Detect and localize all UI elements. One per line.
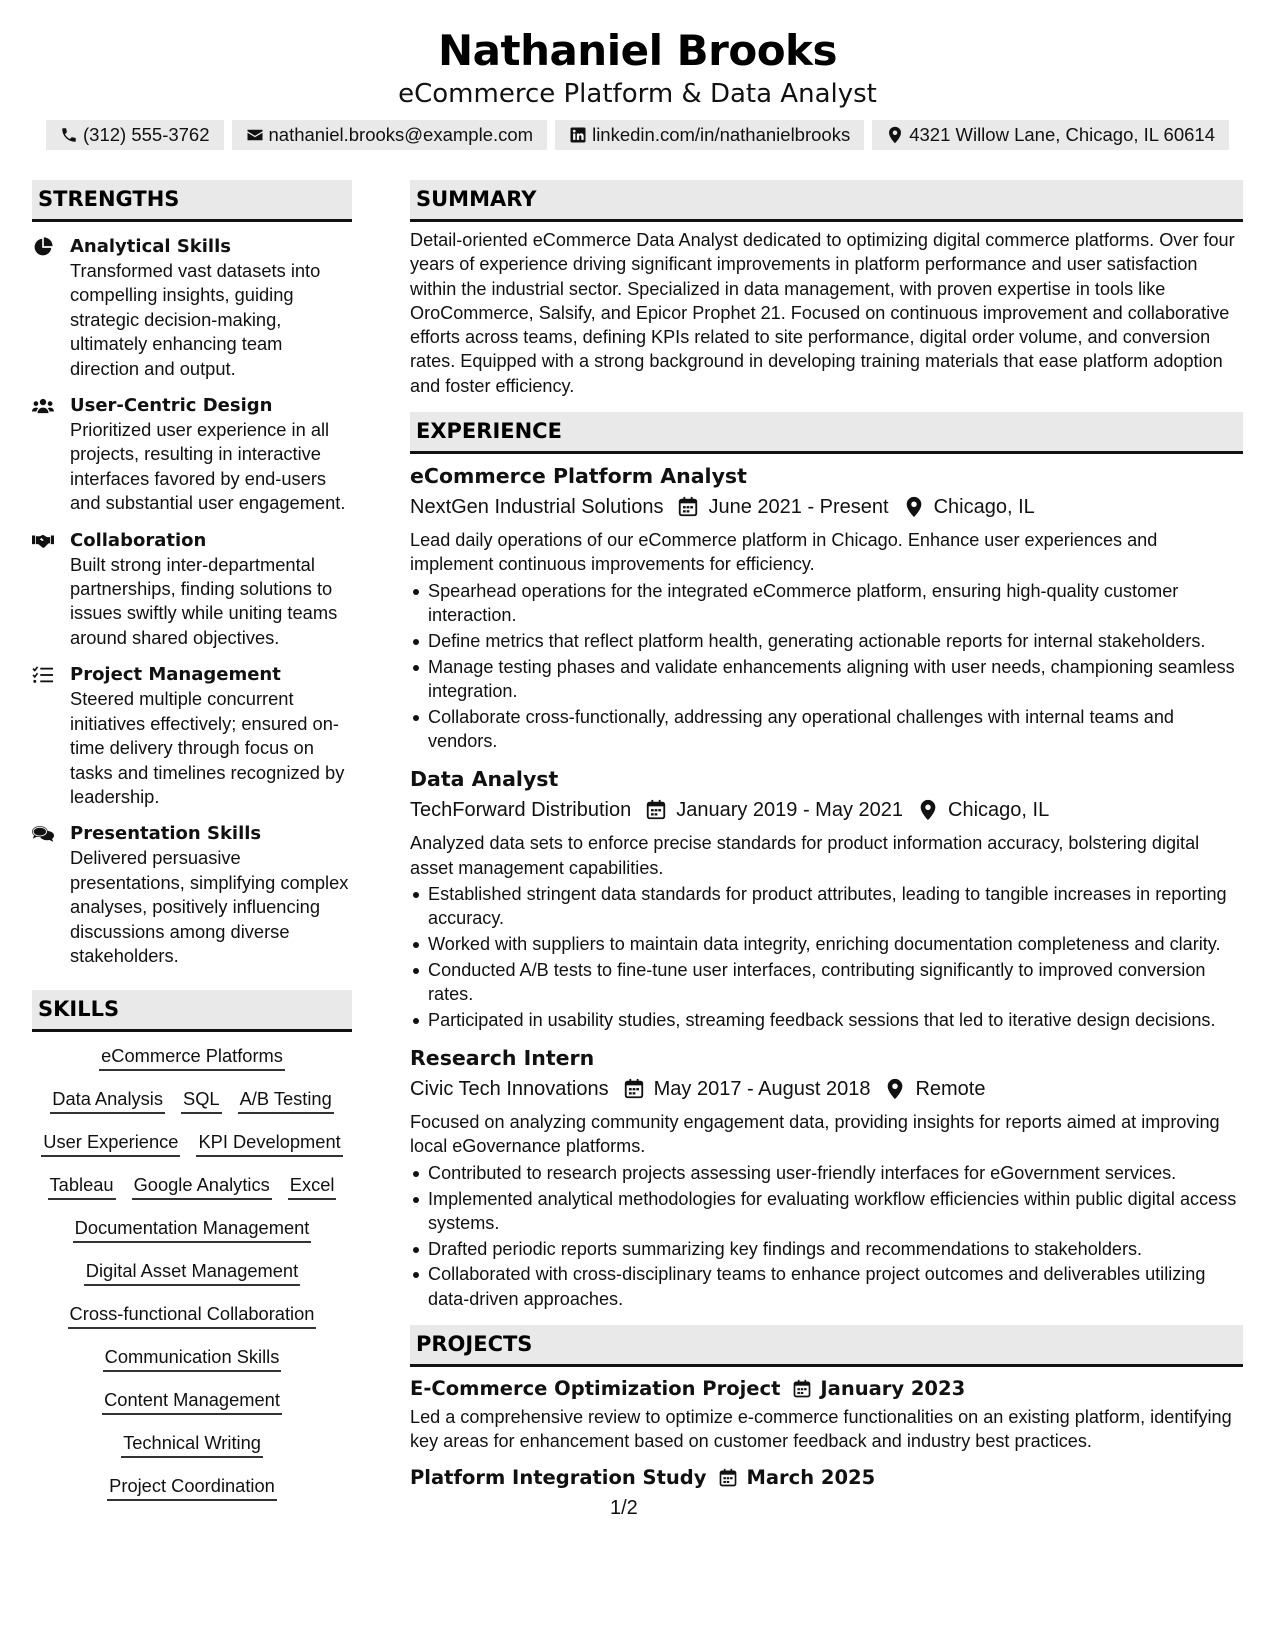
strength-title: Analytical Skills bbox=[70, 236, 231, 257]
contact-linkedin-text: linkedin.com/in/nathanielbrooks bbox=[592, 124, 851, 145]
projects-heading: PROJECTS bbox=[410, 1325, 1243, 1367]
resume-header bbox=[0, 0, 1275, 150]
job-location: Chicago, IL bbox=[948, 799, 1050, 822]
strength-description: Delivered persuasive presentations, simplifying complex analyses, positively influencing discussions among diverse stakeholders. bbox=[70, 847, 349, 966]
task-list-icon bbox=[32, 663, 70, 809]
job-dates: June 2021 - Present bbox=[708, 496, 889, 519]
skill-tag: Tableau bbox=[48, 1171, 116, 1200]
map-pin-icon bbox=[884, 1078, 906, 1100]
calendar-icon bbox=[718, 1468, 738, 1488]
job-bullet: Established stringent data standards for product attributes, leading to tangible increases in reporting accuracy. bbox=[410, 882, 1243, 931]
project-date: March 2025 bbox=[746, 1465, 876, 1489]
job-bullet: Conducted A/B tests to fine-tune user interfaces, contributing significantly to improved conversion rates. bbox=[410, 958, 1243, 1007]
skill-row bbox=[32, 1128, 352, 1157]
job-bullet: Worked with suppliers to maintain data integrity, enriching documentation completeness and clarity. bbox=[410, 932, 1243, 956]
skill-tag: A/B Testing bbox=[238, 1085, 334, 1114]
strength-item bbox=[32, 822, 352, 968]
summary-heading: SUMMARY bbox=[410, 180, 1243, 222]
job-description: Lead daily operations of our eCommerce platform in Chicago. Enhance user experiences and implement continuous improvements for efficiency. bbox=[410, 530, 1158, 575]
job-bullet: Collaborate cross-functionally, addressing any operational challenges with internal teams and vendors. bbox=[410, 705, 1243, 754]
skill-tag: eCommerce Platforms bbox=[99, 1042, 285, 1071]
job-bullet: Implemented analytical methodologies for evaluating workflow efficiencies within public digital access systems. bbox=[410, 1187, 1243, 1236]
skill-tag: Communication Skills bbox=[103, 1343, 282, 1372]
contact-bar bbox=[0, 120, 1275, 150]
calendar-icon bbox=[645, 799, 667, 821]
job-company: NextGen Industrial Solutions bbox=[410, 496, 664, 519]
calendar-icon bbox=[677, 496, 699, 518]
skill-row bbox=[32, 1085, 352, 1114]
calendar-icon bbox=[623, 1078, 645, 1100]
map-pin-icon bbox=[886, 126, 904, 144]
users-icon bbox=[32, 394, 70, 516]
job-title: eCommerce Platform Analyst bbox=[410, 464, 747, 489]
job-bullet: Contributed to research projects assessing user-friendly interfaces for eGovernment services. bbox=[410, 1161, 1243, 1185]
skill-row bbox=[32, 1386, 352, 1415]
job-bullet: Spearhead operations for the integrated eCommerce platform, ensuring high-quality customer interaction. bbox=[410, 579, 1243, 628]
left-column bbox=[32, 180, 352, 1515]
pie-chart-icon bbox=[32, 235, 70, 381]
job-bullet: Manage testing phases and validate enhancements aligning with user needs, championing seamless integration. bbox=[410, 655, 1243, 704]
contact-email[interactable] bbox=[232, 120, 548, 150]
linkedin-icon bbox=[569, 126, 587, 144]
job-title: Research Intern bbox=[410, 1046, 595, 1071]
job-bullets bbox=[410, 1161, 1243, 1311]
job-company: Civic Tech Innovations bbox=[410, 1078, 609, 1101]
right-column bbox=[410, 180, 1243, 1515]
experience-heading: EXPERIENCE bbox=[410, 412, 1243, 454]
strength-description: Steered multiple concurrent initiatives effectively; ensured on-time delivery through focus on tasks and timelines recognized by leadership. bbox=[70, 688, 345, 807]
contact-phone-text: (312) 555-3762 bbox=[83, 124, 210, 145]
skill-tag: Excel bbox=[288, 1171, 337, 1200]
job-entry bbox=[410, 765, 1243, 1032]
contact-linkedin[interactable] bbox=[555, 120, 864, 150]
strength-item bbox=[32, 235, 352, 381]
strength-item bbox=[32, 663, 352, 809]
job-location: Chicago, IL bbox=[933, 496, 1035, 519]
skill-row bbox=[32, 1343, 352, 1372]
strength-description: Prioritized user experience in all projects, resulting in interactive interfaces favored by end-users and substantial user engagement. bbox=[70, 419, 346, 514]
contact-phone[interactable] bbox=[46, 120, 224, 150]
strength-description: Transformed vast datasets into compelling insights, guiding strategic decision-making, ultimately enhancing team direction and output. bbox=[70, 260, 321, 379]
job-bullets bbox=[410, 882, 1243, 1032]
skill-row bbox=[32, 1171, 352, 1200]
job-description: Focused on analyzing community engagement data, providing insights for reports aimed at improving local eGovernance platforms. bbox=[410, 1112, 1220, 1157]
job-dates: May 2017 - August 2018 bbox=[653, 1078, 871, 1101]
candidate-name: Nathaniel Brooks bbox=[438, 26, 837, 75]
project-description: Led a comprehensive review to optimize e-commerce functionalities on an existing platform, identifying key areas for enhancement based on customer feedback and industry best practices. bbox=[410, 1407, 1232, 1452]
skill-row bbox=[32, 1257, 352, 1286]
job-location: Remote bbox=[915, 1078, 986, 1101]
job-bullet: Participated in usability studies, streaming feedback sessions that led to iterative design decisions. bbox=[410, 1008, 1243, 1032]
strength-item bbox=[32, 529, 352, 651]
contact-address-text: 4321 Willow Lane, Chicago, IL 60614 bbox=[909, 124, 1215, 145]
project-entry bbox=[410, 1375, 1243, 1454]
contact-email-text: nathaniel.brooks@example.com bbox=[268, 124, 534, 145]
skill-tag: Content Management bbox=[102, 1386, 282, 1415]
skill-row bbox=[32, 1300, 352, 1329]
phone-icon bbox=[60, 126, 78, 144]
map-pin-icon bbox=[903, 496, 925, 518]
skill-tag: Cross-functional Collaboration bbox=[68, 1300, 317, 1329]
job-entry bbox=[410, 462, 1243, 753]
comments-icon bbox=[32, 822, 70, 968]
skill-tag: Data Analysis bbox=[50, 1085, 165, 1114]
job-company: TechForward Distribution bbox=[410, 799, 632, 822]
job-bullet: Define metrics that reflect platform health, generating actionable reports for internal stakeholders. bbox=[410, 629, 1243, 653]
skill-row bbox=[32, 1042, 352, 1071]
job-meta bbox=[410, 1074, 1243, 1104]
job-entry bbox=[410, 1044, 1243, 1311]
skill-tag: Project Coordination bbox=[107, 1472, 277, 1501]
project-header bbox=[410, 1464, 1243, 1492]
strength-title: Collaboration bbox=[70, 529, 207, 551]
skill-tag: KPI Development bbox=[196, 1128, 342, 1157]
job-bullets bbox=[410, 579, 1243, 754]
project-date: January 2023 bbox=[820, 1377, 966, 1400]
skill-tag: SQL bbox=[181, 1085, 222, 1114]
skill-tag: Technical Writing bbox=[121, 1429, 263, 1458]
project-header bbox=[410, 1375, 1243, 1403]
content-columns bbox=[32, 180, 1243, 1515]
contact-address bbox=[872, 120, 1229, 150]
skill-tag: Google Analytics bbox=[132, 1171, 272, 1200]
project-title: E-Commerce Optimization Project bbox=[410, 1377, 781, 1400]
handshake-icon bbox=[32, 529, 70, 651]
strengths-heading: STRENGTHS bbox=[32, 180, 352, 222]
strength-title: User-Centric Design bbox=[70, 395, 273, 417]
page-number: 1/2 bbox=[610, 1497, 638, 1519]
candidate-title: eCommerce Platform & Data Analyst bbox=[398, 79, 877, 109]
skill-row bbox=[32, 1429, 352, 1458]
strength-item bbox=[32, 394, 352, 516]
skills-list bbox=[32, 1042, 352, 1501]
skills-heading: SKILLS bbox=[32, 990, 352, 1032]
project-entry bbox=[410, 1464, 1243, 1492]
summary-text: Detail-oriented eCommerce Data Analyst dedicated to optimizing digital commerce platforms. Over four years of experience driving significant improvements in platform performance and user satisfaction within the industrial sector. Specialized in data management, with proven expertise in tools like OroCommerce, Salsify, and Epicor Prophet 21. Focused on continuous improvement and collaborative efforts across teams, defining KPIs related to site performance, digital order volume, and conversion rates. Equipped with a strong background in developing training materials that ease platform adoption and foster efficiency. bbox=[410, 230, 1235, 396]
strength-description: Built strong inter-departmental partnerships, finding solutions to issues swiftly while uniting teams around shared objectives. bbox=[70, 553, 338, 648]
job-dates: January 2019 - May 2021 bbox=[676, 799, 904, 822]
job-bullet: Drafted periodic reports summarizing key findings and recommendations to stakeholders. bbox=[410, 1237, 1243, 1261]
job-description: Analyzed data sets to enforce precise standards for product information accuracy, bolstering digital asset management capabilities. bbox=[410, 833, 1200, 878]
job-title: Data Analyst bbox=[410, 767, 559, 792]
strength-title: Presentation Skills bbox=[70, 823, 262, 845]
job-meta bbox=[410, 795, 1243, 825]
map-pin-icon bbox=[917, 799, 939, 821]
envelope-icon bbox=[246, 126, 264, 144]
calendar-icon bbox=[792, 1379, 812, 1399]
job-meta bbox=[410, 492, 1243, 522]
strength-title: Project Management bbox=[70, 664, 281, 686]
skill-tag: Digital Asset Management bbox=[84, 1257, 300, 1286]
skill-row bbox=[32, 1214, 352, 1243]
skill-tag: User Experience bbox=[41, 1128, 180, 1157]
skill-row bbox=[32, 1472, 352, 1501]
skill-tag: Documentation Management bbox=[73, 1214, 312, 1243]
job-bullet: Collaborated with cross-disciplinary teams to enhance project outcomes and deliverables utilizing data-driven approaches. bbox=[410, 1262, 1243, 1311]
project-title: Platform Integration Study bbox=[410, 1465, 707, 1489]
